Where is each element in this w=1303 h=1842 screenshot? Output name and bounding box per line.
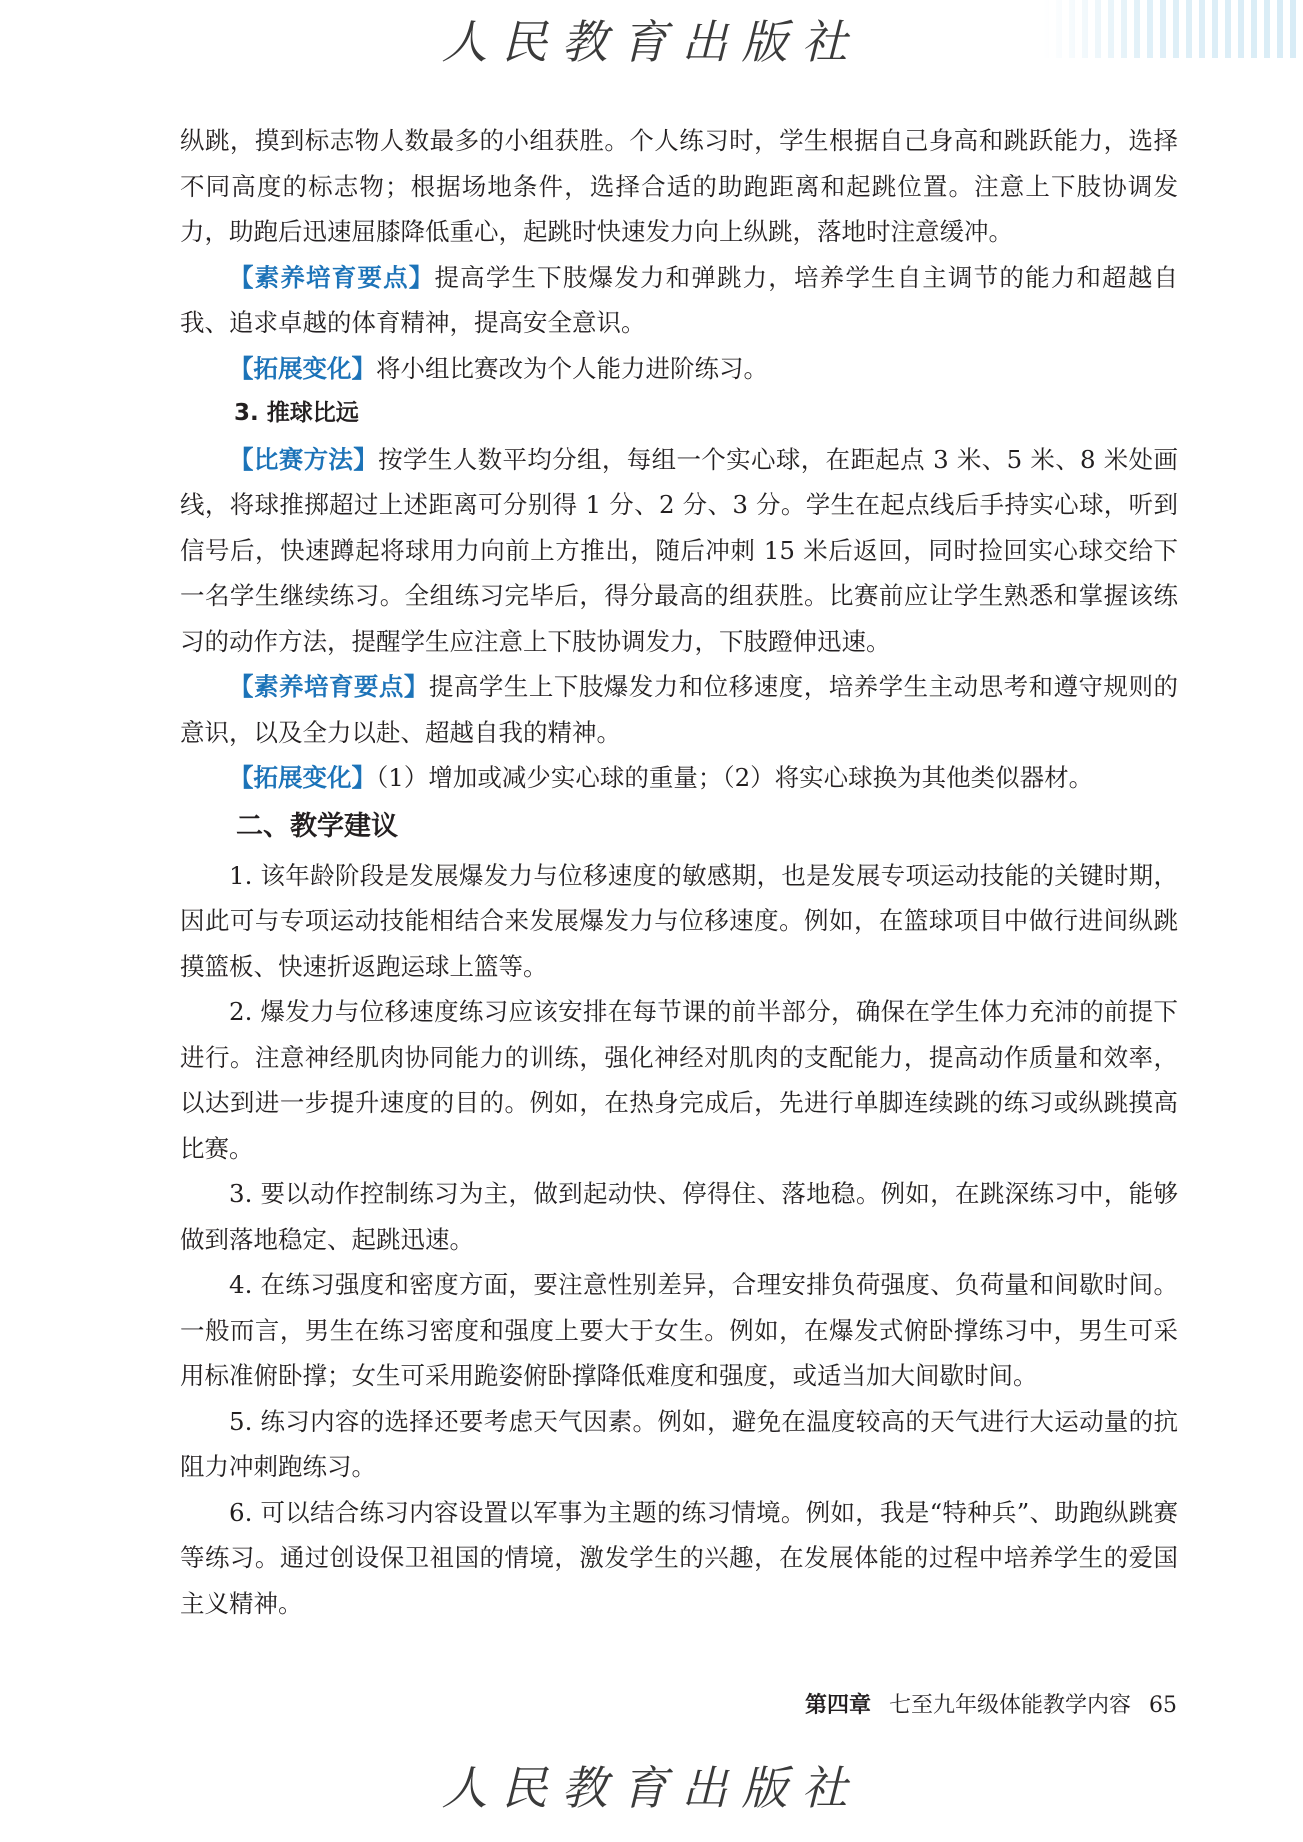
page-number: 65: [1149, 1693, 1177, 1718]
paragraph-literacy-1: [180, 255, 1178, 346]
paragraph-text: 提高学生下肢爆发力和弹跳力，培养学生自主调节的能力和超越自我、追求卓越的体育精神，提高安全意识。: [180, 262, 1179, 337]
tag-label: 【拓展变化】: [229, 353, 376, 383]
advice-item-2: 2. 爆发力与位移速度练习应该安排在每节课的前半部分，确保在学生体力充沛的前提下进行。注意神经肌肉协同能力的训练，强化神经对肌肉的支配能力，提高动作质量和效率，以达到进一步提升速度的目的。例如，在热身完成后，先进行单脚连续跳的练习或纵跳摸高比赛。: [180, 997, 1178, 1163]
advice-item-5: 5. 练习内容的选择还要考虑天气因素。例如，避免在温度较高的天气进行大运动量的抗阻力冲刺跑练习。: [180, 1406, 1178, 1481]
publisher-logo-top: 人民教育出版社: [441, 15, 862, 69]
advice-item-6: 6. 可以结合练习内容设置以军事为主题的练习情境。例如，我是“特种兵”、助跑纵跳赛等练习。通过创设保卫祖国的情境，激发学生的兴趣，在发展体能的过程中培养学生的爱国主义精神。: [180, 1497, 1178, 1618]
tag-label: 【素养培育要点】: [229, 262, 435, 292]
paragraph-extension-1: [180, 346, 1178, 392]
advice-item-4: 4. 在练习强度和密度方面，要注意性别差异，合理安排负荷强度、负荷量和间歇时间。一般而言，男生在练习密度和强度上要大于女生。例如，在爆发式俯卧撑练习中，男生可采用标准俯卧撑；女生可采用跪姿俯卧撑降低难度和强度，或适当加大间歇时间。: [180, 1270, 1178, 1390]
footer-chapter-title: 七至九年级体能教学内容: [888, 1693, 1131, 1718]
advice-item-1: 1. 该年龄阶段是发展爆发力与位移速度的敏感期，也是发展专项运动技能的关键时期，因此可与专项运动技能相结合来发展爆发力与位移速度。例如，在篮球项目中做行进间纵跳摸篮板、快速折返跑运球上篮等。: [180, 860, 1178, 981]
subheading-push-ball: 3. 推球比远: [234, 400, 359, 426]
paragraph-text: 将小组比赛改为个人能力进阶练习。: [376, 353, 768, 383]
paragraph-continuation: 纵跳，摸到标志物人数最多的小组获胜。个人练习时，学生根据自己身高和跳跃能力，选择不同高度的标志物；根据场地条件，选择合适的助跑距离和起跳位置。注意上下肢协调发力，助跑后迅速屈膝降低重心，起跳时快速发力向上纵跳，落地时注意缓冲。: [180, 126, 1178, 246]
page-footer: [805, 1688, 1177, 1719]
page-body: [180, 118, 1178, 1626]
paragraph-literacy-2: [180, 664, 1178, 755]
tag-label: 【比赛方法】: [229, 444, 379, 474]
publisher-logo-bottom: 人民教育出版社: [441, 1761, 862, 1815]
footer-chapter: 第四章: [804, 1692, 871, 1718]
paragraph-text: 按学生人数平均分组，每组一个实心球，在距起点 3 米、5 米、8 米处画线，将球推掷超过上述距离可分别得 1 分、2 分、3 分。学生在起点线后手持实心球，听到信号后，快速蹲起将球用力向前上方推出，随后冲刺 15 米后返回，同时捡回实心球交给下一名学生继续练习。全组练习完毕后，得分最高的组获胜。比赛前应让学生熟悉和掌握该练习的动作方法，提醒学生应注意上下肢协调发力，下肢蹬伸迅速。: [180, 444, 1179, 656]
advice-item-3: 3. 要以动作控制练习为主，做到起动快、停得住、落地稳。例如，在跳深练习中，能够做到落地稳定、起跳迅速。: [180, 1179, 1178, 1254]
section-heading-teaching-advice: 二、教学建议: [236, 810, 398, 842]
tag-label: 【拓展变化】: [229, 763, 376, 792]
paragraph-text: 提高学生上下肢爆发力和位移速度，培养学生主动思考和遵守规则的意识，以及全力以赴、超越自我的精神。: [180, 672, 1179, 747]
paragraph-text: （1）增加或减少实心球的重量；（2）将实心球换为其他类似器材。: [376, 763, 1094, 792]
paragraph-extension-2: [180, 755, 1178, 801]
tag-label: 【素养培育要点】: [229, 672, 429, 701]
paragraph-method: [180, 437, 1178, 665]
